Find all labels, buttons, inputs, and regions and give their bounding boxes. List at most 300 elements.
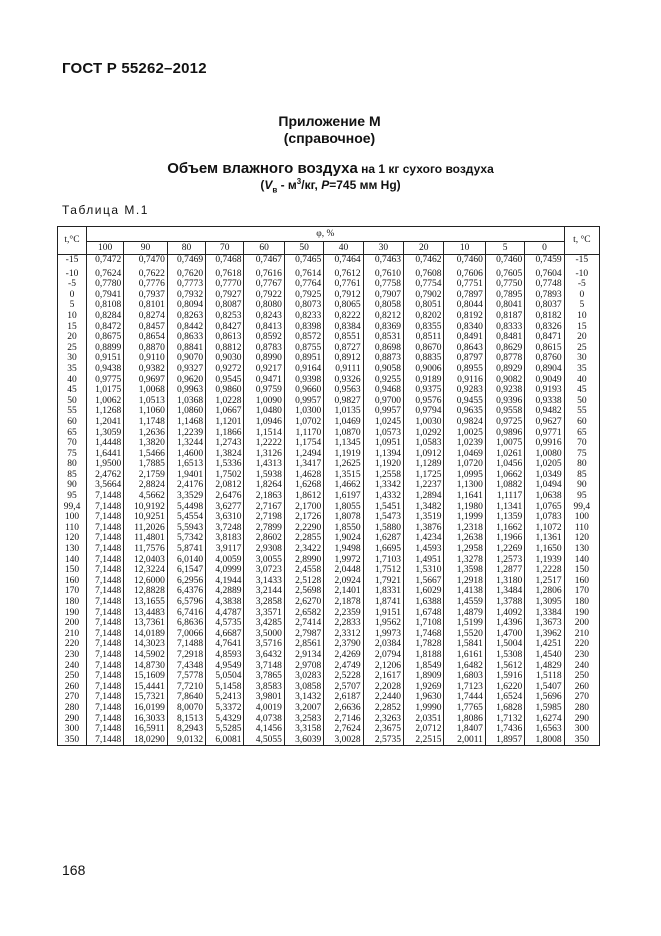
table-row [58,417,600,428]
temperature-cell: 20 [564,332,599,343]
volume-cell: 1,9562 [363,618,403,629]
volume-cell: 1,7123 [444,682,485,693]
volume-cell: 15,7321 [124,692,168,703]
volume-cell: 0,7464 [324,255,363,266]
volume-cell: 0,7754 [404,279,444,290]
volume-cell: 1,1341 [485,502,524,513]
volume-cell: 6,0140 [167,555,205,566]
volume-cell: 7,1448 [87,703,124,714]
volume-cell: 4,0999 [206,565,244,576]
temperature-cell: 90 [564,480,599,491]
volume-cell: 0,8058 [363,300,403,311]
volume-cell: 1,6029 [404,586,444,597]
volume-cell: 0,7618 [206,266,244,280]
volume-cell: 1,4251 [525,639,564,650]
volume-cell: 0,8551 [324,332,363,343]
volume-cell: 1,7828 [404,639,444,650]
volume-cell: 0,7902 [404,290,444,301]
volume-cell: 1,5004 [485,639,524,650]
volume-cell: 1,5938 [244,470,284,481]
volume-cell: 1,1117 [485,491,524,502]
volume-cell: 7,1448 [87,523,124,534]
volume-cell: 0,8065 [324,300,363,311]
volume-cell: 0,8051 [404,300,444,311]
volume-cell: 0,9116 [444,375,485,386]
volume-cell: 0,8613 [206,332,244,343]
volume-cell: 1,6220 [485,682,524,693]
volume-cell: 1,4559 [444,597,485,608]
volume-cell: 5,5285 [206,724,244,735]
temperature-cell: 75 [58,449,87,460]
volume-cell: 1,3519 [404,512,444,523]
volume-subscript: в [272,185,278,195]
volume-cell: 0,9482 [525,406,564,417]
volume-cell: 1,2237 [404,480,444,491]
table-row [58,385,600,396]
page-number: 168 [62,862,86,878]
volume-cell: 2,1878 [324,597,363,608]
volume-cell: 1,2877 [485,565,524,576]
column-header-humidity: 30 [363,242,403,255]
volume-cell: 0,7751 [444,279,485,290]
volume-cell: 1,0995 [444,470,485,481]
volume-cell: 7,1448 [87,661,124,672]
volume-cell: 1,1359 [485,512,524,523]
volume-cell: 1,0349 [525,470,564,481]
volume-cell: 3,6432 [244,650,284,661]
column-header-humidity: 10 [444,242,485,255]
volume-cell: 0,7468 [206,255,244,266]
volume-cell: 0,7922 [244,290,284,301]
volume-cell: 0,8783 [244,343,284,354]
volume-cell: 0,9896 [485,428,524,439]
volume-cell: 0,7770 [206,279,244,290]
volume-cell: 1,7103 [363,555,403,566]
volume-cell: 3,1433 [244,576,284,587]
volume-cell: 0,9759 [244,385,284,396]
unit-text-1: - м [277,178,297,192]
volume-cell: 7,1448 [87,692,124,703]
volume-cell: 1,8188 [404,650,444,661]
volume-cell: 2,8990 [284,555,323,566]
temperature-cell: 99,4 [564,502,599,513]
volume-cell: 3,6277 [206,502,244,513]
volume-cell: 0,7472 [87,255,124,266]
volume-cell: 2,7198 [244,512,284,523]
header-humidity: φ, % [87,227,565,242]
volume-cell: 1,6748 [404,608,444,619]
temperature-cell: 40 [58,375,87,386]
table-row [58,266,600,280]
volume-cell: 0,9058 [363,364,403,375]
volume-cell: 0,8094 [167,300,205,311]
volume-cell: 1,3095 [525,597,564,608]
volume-cell: 1,6287 [363,533,403,544]
volume-cell: 1,6524 [485,692,524,703]
volume-cell: 3,2583 [284,714,323,725]
volume-cell: 1,3876 [404,523,444,534]
temperature-cell: 90 [58,480,87,491]
volume-cell: 0,8899 [87,343,124,354]
volume-cell: 1,6828 [485,703,524,714]
temperature-cell: -5 [58,279,87,290]
volume-cell: 0,7776 [124,279,168,290]
volume-cell: 3,0283 [284,671,323,682]
volume-cell: 9,0132 [167,735,205,746]
volume-cell: 7,4348 [167,661,205,672]
table-subheading: ($V_в - м^3/кг$, P=745 мм Hg) [260,177,401,195]
volume-cell: 7,1448 [87,724,124,735]
volume-cell: 0,9006 [404,364,444,375]
volume-cell: 7,2918 [167,650,205,661]
volume-cell: 0,9382 [124,364,168,375]
volume-cell: 0,8041 [485,300,524,311]
volume-cell: 0,9327 [167,364,205,375]
volume-cell: 1,3484 [485,586,524,597]
volume-cell: 1,5199 [444,618,485,629]
volume-cell: 7,1448 [87,714,124,725]
volume-cell: 1,3278 [444,555,485,566]
volume-cell: 1,1966 [485,533,524,544]
volume-cell: 0,9468 [363,385,403,396]
temperature-cell: 300 [58,724,87,735]
volume-cell: 1,3673 [525,618,564,629]
volume-cell: 2,5228 [324,671,363,682]
volume-cell: 3,7865 [244,671,284,682]
volume-cell: 2,2440 [363,692,403,703]
volume-cell: 0,8615 [525,343,564,354]
volume-cell: 0,9398 [284,375,323,386]
volume-cell: 2,4176 [167,480,205,491]
volume-cell: 1,0292 [404,428,444,439]
volume-cell: 1,3598 [444,565,485,576]
volume-cell: 1,2228 [525,565,564,576]
volume-cell: 1,8612 [284,491,323,502]
volume-cell: 7,1488 [167,639,205,650]
volume-cell: 16,5911 [124,724,168,735]
volume-cell: 0,7895 [485,290,524,301]
temperature-cell: -15 [58,255,87,266]
volume-cell: 15,1609 [124,671,168,682]
volume-cell: 2,2515 [404,735,444,746]
volume-cell: 0,9827 [324,396,363,407]
table-row [58,322,600,333]
volume-cell: 0,9545 [206,375,244,386]
volume-cell: 0,8080 [244,300,284,311]
volume-cell: 1,8909 [404,671,444,682]
volume-cell: 0,7470 [124,255,168,266]
table-row [58,597,600,608]
temperature-cell: 140 [564,555,599,566]
volume-cell: 1,4313 [244,459,284,470]
volume-cell: 1,2558 [363,470,403,481]
volume-cell: 1,3384 [525,608,564,619]
volume-cell: 3,0858 [284,682,323,693]
volume-cell: 0,8326 [525,322,564,333]
volume-cell: 0,9916 [525,438,564,449]
volume-cell: 6,4376 [167,586,205,597]
volume-cell: 1,2318 [444,523,485,534]
volume-cell: 0,8670 [404,343,444,354]
volume-cell: 1,3824 [206,449,244,460]
volume-cell: 1,5451 [363,502,403,513]
volume-cell: 2,0384 [363,639,403,650]
temperature-cell: 65 [564,428,599,439]
volume-cell: 0,9455 [444,396,485,407]
volume-cell: 1,1641 [444,491,485,502]
temperature-cell: 85 [564,470,599,481]
volume-cell: 2,1863 [244,491,284,502]
volume-cell: 1,8078 [324,512,363,523]
volume-cell: 2,1726 [284,512,323,523]
volume-cell: 0,9697 [124,375,168,386]
temperature-cell: 130 [564,544,599,555]
volume-cell: 2,9134 [284,650,323,661]
temperature-cell: 190 [58,608,87,619]
volume-cell: 1,5118 [525,671,564,682]
volume-cell: 1,5310 [404,565,444,576]
volume-cell: 2,1617 [363,671,403,682]
volume-cell: 0,7469 [167,255,205,266]
volume-cell: 0,7460 [485,255,524,266]
volume-cell: 0,9049 [525,375,564,386]
volume-cell: 0,8990 [244,353,284,364]
volume-cell: 0,8413 [244,322,284,333]
volume-cell: 1,1268 [87,406,124,417]
temperature-cell: 260 [564,682,599,693]
volume-cell: 0,9238 [485,385,524,396]
table-row [58,555,600,566]
temperature-cell: 70 [58,438,87,449]
volume-cell: 2,4762 [87,470,124,481]
column-header-humidity: 5 [485,242,524,255]
table-row [58,438,600,449]
volume-cell: 12,0403 [124,555,168,566]
volume-cell: 1,4540 [525,650,564,661]
volume-cell: 2,5128 [284,576,323,587]
volume-cell: 1,0667 [206,406,244,417]
volume-cell: 7,1448 [87,639,124,650]
temperature-cell: 210 [564,629,599,640]
volume-cell: 7,1448 [87,533,124,544]
volume-cell: 1,1662 [485,523,524,534]
temperature-cell: 95 [564,491,599,502]
temperature-cell: -10 [564,266,599,280]
volume-cell: 0,7605 [485,266,524,280]
volume-cell: 1,1300 [444,480,485,491]
table-row [58,449,600,460]
volume-cell: 0,8955 [444,364,485,375]
column-header-humidity: 90 [124,242,168,255]
volume-cell: 1,0638 [525,491,564,502]
column-header-humidity: 100 [87,242,124,255]
volume-cell: 0,9471 [244,375,284,386]
volume-cell: 7,1448 [87,671,124,682]
volume-cell: 1,3962 [525,629,564,640]
temperature-cell: 5 [564,300,599,311]
volume-cell: 0,9620 [167,375,205,386]
volume-cell: 4,3838 [206,597,244,608]
heading-suffix: на 1 кг сухого воздуха [357,162,494,176]
volume-cell: 1,5667 [404,576,444,587]
temperature-cell: 25 [58,343,87,354]
volume-cell: 1,8550 [324,523,363,534]
temperature-cell: 290 [564,714,599,725]
volume-cell: 2,3675 [363,724,403,735]
volume-cell: 0,8037 [525,300,564,311]
table-row [58,375,600,386]
volume-cell: 1,4700 [485,629,524,640]
volume-cell: 1,0662 [485,470,524,481]
volume-cell: 0,8511 [404,332,444,343]
table-label: Таблица М.1 [62,203,149,217]
volume-cell: 14,3023 [124,639,168,650]
volume-cell: 1,2573 [485,555,524,566]
volume-cell: 4,1456 [244,724,284,735]
volume-cell: 0,7780 [87,279,124,290]
volume-cell: 16,3033 [124,714,168,725]
volume-cell: 0,8675 [87,332,124,343]
volume-cell: 5,3372 [206,703,244,714]
temperature-cell: 150 [564,565,599,576]
volume-cell: 4,0738 [244,714,284,725]
volume-cell: 1,1980 [444,502,485,513]
table-row [58,661,600,672]
column-header-humidity: 60 [244,242,284,255]
pressure-value: =745 мм Hg) [329,178,401,192]
temperature-cell: 0 [58,290,87,301]
volume-cell: 1,0090 [244,396,284,407]
volume-cell: 0,8755 [284,343,323,354]
volume-cell: 3,9801 [244,692,284,703]
volume-cell: 7,1448 [87,597,124,608]
volume-cell: 1,3244 [167,438,205,449]
volume-cell: 1,0175 [87,385,124,396]
table-row [58,364,600,375]
volume-cell: 7,1448 [87,576,124,587]
volume-cell: 10,9251 [124,512,168,523]
volume-cell: 0,9272 [206,364,244,375]
table-row [58,459,600,470]
temperature-cell: 350 [58,735,87,746]
volume-cell: 2,3312 [324,629,363,640]
volume-cell: 7,1448 [87,586,124,597]
volume-cell: 7,1448 [87,555,124,566]
volume-cell: 7,7210 [167,682,205,693]
volume-cell: 0,7463 [363,255,403,266]
volume-cell: 1,3515 [324,470,363,481]
volume-cell: 1,7512 [363,565,403,576]
volume-cell: 0,8481 [485,332,524,343]
volume-cell: 1,4600 [167,449,205,460]
volume-cell: 5,5943 [167,523,205,534]
table-row [58,523,600,534]
volume-cell: 1,9972 [324,555,363,566]
volume-cell: 1,0583 [404,438,444,449]
volume-cell: 3,9117 [206,544,244,555]
volume-cell: 2,4749 [324,661,363,672]
volume-cell: 1,4448 [87,438,124,449]
temperature-cell: 0 [564,290,599,301]
volume-cell: 0,8698 [363,343,403,354]
temperature-cell: 30 [58,353,87,364]
volume-cell: 0,8760 [525,353,564,364]
temperature-cell: 210 [58,629,87,640]
volume-cell: 3,5716 [244,639,284,650]
volume-cell: 2,4558 [284,565,323,576]
volume-cell: 1,1060 [124,406,168,417]
volume-cell: 0,8797 [444,353,485,364]
volume-cell: 1,3482 [404,502,444,513]
volume-cell: 0,8643 [444,343,485,354]
volume-cell: 3,1432 [284,692,323,703]
temperature-cell: 270 [58,692,87,703]
volume-cell: 1,6482 [444,661,485,672]
volume-cell: 1,7921 [363,576,403,587]
volume-cell: 1,1072 [525,523,564,534]
volume-cell: 1,6513 [167,459,205,470]
volume-cell: 11,2026 [124,523,168,534]
volume-cell: 1,1345 [324,438,363,449]
temperature-cell: 230 [58,650,87,661]
volume-cell: 2,2833 [324,618,363,629]
volume-cell: 1,7468 [404,629,444,640]
temperature-cell: 260 [58,682,87,693]
volume-cell: 0,8592 [244,332,284,343]
volume-cell: 1,6388 [404,597,444,608]
volume-cell: 7,1448 [87,682,124,693]
volume-cell: 3,5000 [244,629,284,640]
volume-cell: 4,5055 [244,735,284,746]
volume-cell: 0,8243 [244,311,284,322]
volume-cell: 1,9151 [363,608,403,619]
volume-cell: 0,8333 [485,322,524,333]
volume-cell: 1,0720 [444,459,485,470]
volume-cell: 1,8957 [485,735,524,746]
volume-cell: 0,7459 [525,255,564,266]
pressure-symbol: P [321,178,330,192]
volume-cell: 2,9708 [284,661,323,672]
temperature-cell: 130 [58,544,87,555]
volume-cell: 2,7146 [324,714,363,725]
table-row [58,290,600,301]
temperature-cell: 250 [564,671,599,682]
volume-cell: 1,8008 [525,735,564,746]
temperature-cell: 80 [58,459,87,470]
volume-cell: 3,0055 [244,555,284,566]
volume-cell: 3,3529 [167,491,205,502]
volume-cell: 4,5662 [124,491,168,502]
volume-cell: 13,4483 [124,608,168,619]
volume-cell: 3,7248 [206,523,244,534]
volume-cell: 1,2638 [444,533,485,544]
volume-cell: 1,5336 [206,459,244,470]
volume-cell: 0,8192 [444,311,485,322]
volume-cell: 0,9824 [444,417,485,428]
table-row [58,565,600,576]
volume-cell: 12,3224 [124,565,168,576]
volume-cell: 0,9110 [124,353,168,364]
volume-cell: 0,9725 [485,417,524,428]
volume-cell: 1,9990 [404,703,444,714]
standard-title: ГОСТ Р 55262–2012 [62,60,207,77]
volume-cell: 0,8263 [167,311,205,322]
temperature-cell: 200 [564,618,599,629]
table-row [58,406,600,417]
volume-cell: 3,6039 [284,735,323,746]
volume-cell: 1,0245 [363,417,403,428]
volume-cell: 1,5696 [525,692,564,703]
